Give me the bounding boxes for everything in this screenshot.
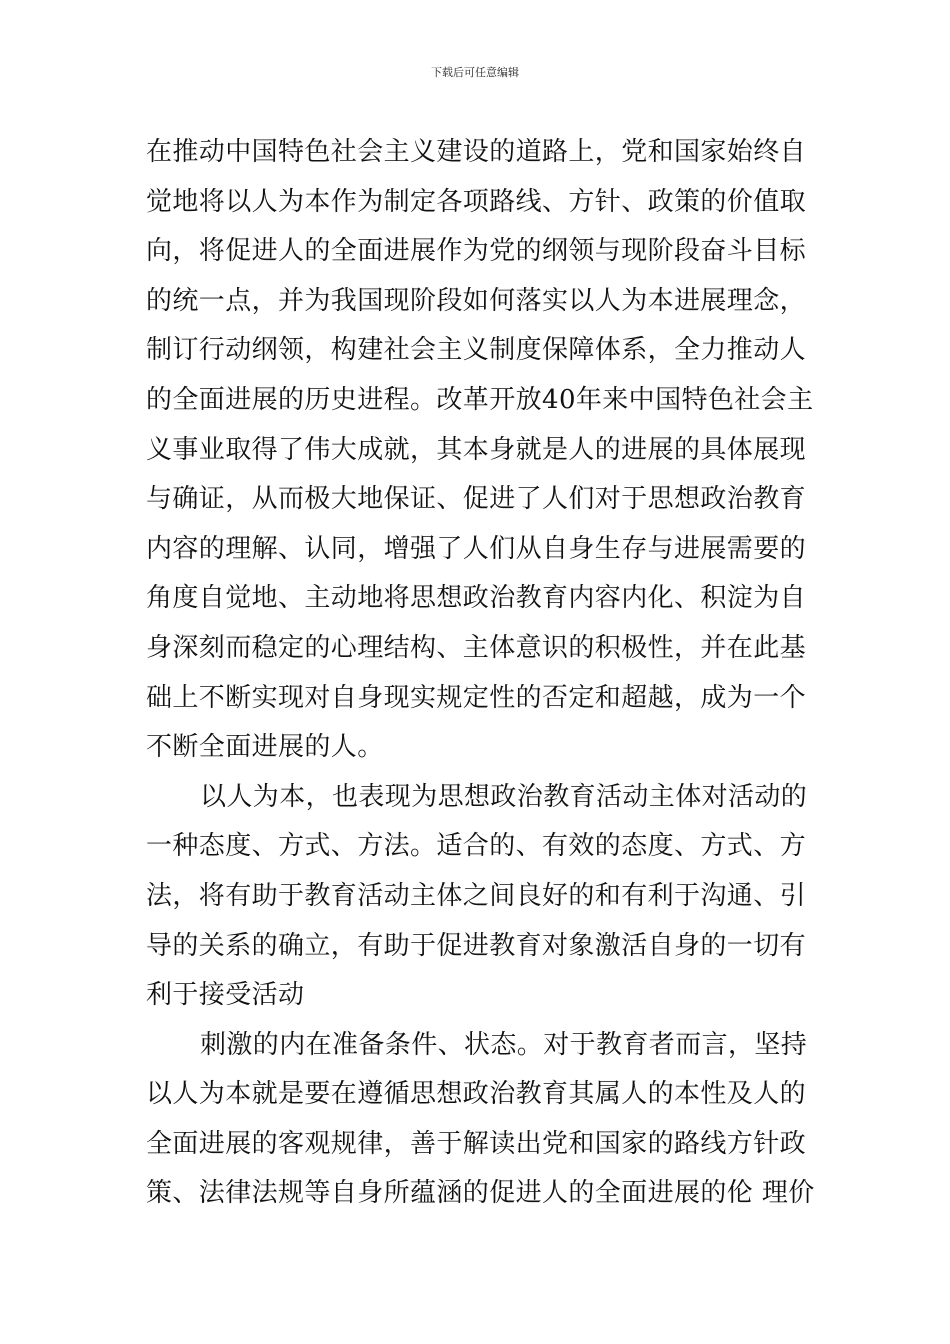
text-line: 以人为本，也表现为思想政治教育活动主体对活动的 — [200, 781, 808, 812]
text-line: 全面进展的客观规律，善于解读出党和国家的路线方针政 — [146, 1128, 807, 1159]
text-line: 一种态度、方式、方法。适合的、有效的态度、方式、方 — [146, 831, 807, 862]
paragraph-1 — [146, 128, 814, 773]
text-line: 身深刻而稳定的心理结构、主体意识的积极性，并在此基 — [146, 632, 807, 663]
text-line: 角度自觉地、主动地将思想政治教育内容内化、积淀为自 — [146, 583, 807, 614]
page-header-note: 下载后可任意编辑 — [431, 66, 519, 79]
text-line: 导的关系的确立，有助于促进教育对象激活自身的一切有 — [146, 930, 807, 961]
text-line: 向，将促进人的全面进展作为党的纲领与现阶段奋斗目标 — [146, 236, 807, 267]
text-line: 在推动中国特色社会主义建设的道路上，党和国家始终自 — [146, 137, 807, 167]
text-line: 础上不断实现对自身现实规定性的否定和超越，成为一个 — [146, 682, 807, 713]
text-line: 以人为本就是要在遵循思想政治教育其属人的本性及人的 — [146, 1079, 807, 1110]
text-line: 内容的理解、认同，增强了人们从自身生存与进展需要的 — [146, 533, 807, 564]
text-line: 觉地将以人为本作为制定各项路线、方针、政策的价值取 — [146, 186, 807, 217]
text-line: 法，将有助于教育活动主体之间良好的和有利于沟通、引 — [146, 880, 807, 911]
text-line: 制订行动纲领，构建社会主义制度保障体系，全力推动人 — [146, 335, 807, 366]
paragraph-2 — [146, 773, 810, 1021]
text-line: 与确证，从而极大地保证、促进了人们对于思想政治教育 — [146, 484, 807, 515]
text-line: 不断全面进展的人。 — [146, 732, 384, 763]
text-line: 的全面进展的历史进程。改革开放40年来中国特色社会主 — [146, 384, 814, 415]
document-body — [146, 128, 815, 1219]
text-line: 刺激的内在准备条件、状态。对于教育者而言，坚持 — [200, 1029, 808, 1060]
text-line: 利于接受活动 — [146, 980, 305, 1011]
text-line: 义事业取得了伟大成就，其本身就是人的进展的具体展现 — [146, 434, 807, 465]
text-line: 的统一点，并为我国现阶段如何落实以人为本进展理念， — [146, 285, 807, 316]
paragraph-3 — [146, 1021, 815, 1219]
text-line: 策、法律法规等自身所蕴涵的促进人的全面进展的伦 理价 — [146, 1178, 815, 1209]
